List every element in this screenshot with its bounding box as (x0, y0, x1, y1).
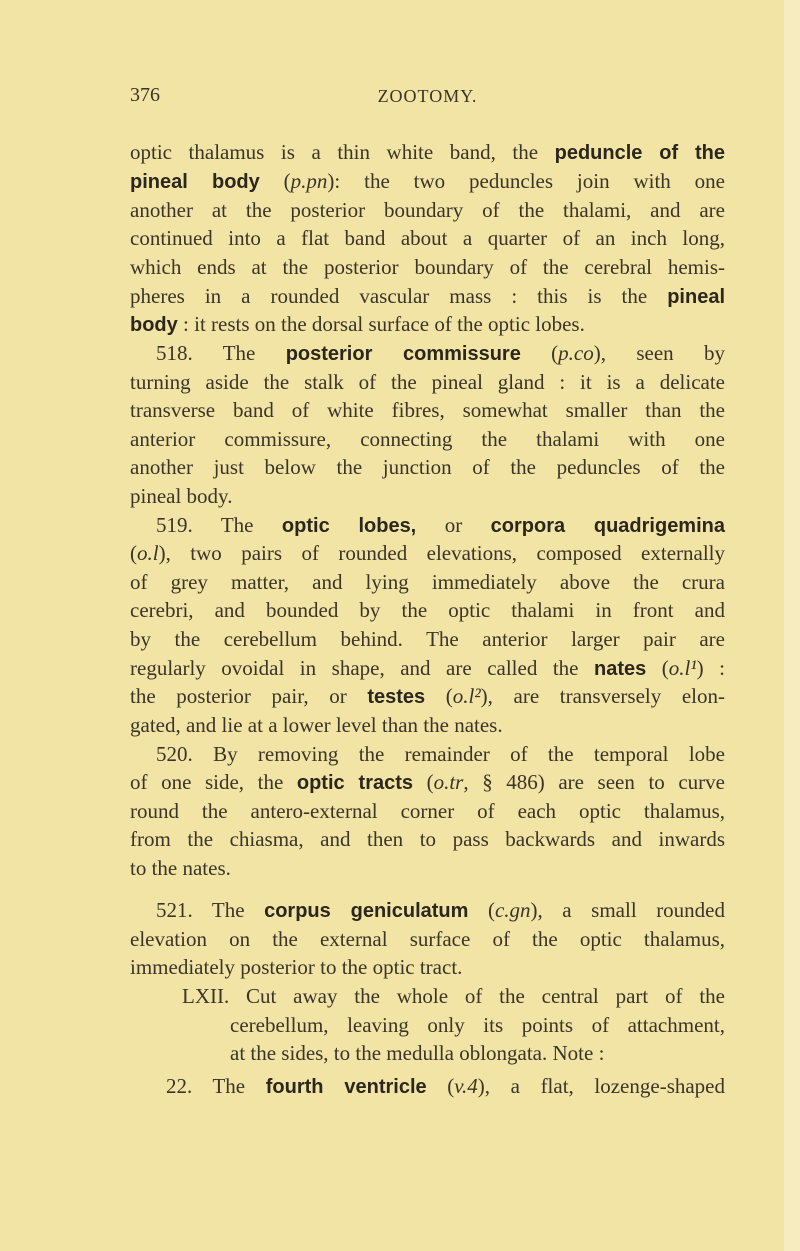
text-line (130, 953, 725, 981)
text-segment: LXII. Cut away the whole of the central part of the (182, 984, 725, 1008)
text-segment: gated, and lie at a lower level than the nates. (130, 713, 503, 737)
text-segment: regularly ovoidal in shape, and are called the (130, 656, 595, 680)
text-line (130, 310, 725, 339)
text-segment: : it rests on the dorsal surface of the optic lobes. (177, 312, 585, 336)
text-segment: from the chiasma, and then to pass backwards and inwards (130, 827, 725, 851)
text-segment: round the antero-external corner of each optic thalamus, (130, 799, 725, 823)
bold-term: corpora quadrigemina (490, 515, 725, 537)
text-segment: 520. By removing the remainder of the temporal lobe (156, 742, 725, 766)
text-line (130, 224, 725, 252)
text-line (130, 167, 725, 196)
bold-term: body (130, 314, 178, 336)
text-segment: cerebellum, leaving only its points of attachment, (230, 1013, 725, 1037)
figure-reference: o.l (137, 541, 159, 565)
text-line (156, 339, 725, 368)
text-line (130, 568, 725, 596)
text-line (230, 1011, 725, 1039)
figure-reference: c.gn (494, 898, 531, 922)
text-segment: of grey matter, and lying immediately above the crura (130, 570, 725, 594)
text-segment: ), are transversely elon- (480, 684, 725, 708)
text-segment: ), a small rounded (530, 898, 726, 922)
text-segment: pineal body. (130, 484, 233, 508)
text-segment: ( (520, 341, 559, 365)
text-line (130, 682, 725, 711)
text-line (130, 825, 725, 853)
text-line (130, 482, 725, 510)
page-edge (784, 0, 800, 1251)
figure-reference: v.4 (454, 1074, 478, 1098)
text-segment: ( (425, 684, 453, 708)
text-line (182, 982, 725, 1010)
bold-term: optic tracts (296, 772, 414, 794)
text-segment: pheres in a rounded vascular mass : this is the (130, 284, 668, 308)
figure-reference: o.l¹ (668, 656, 697, 680)
text-line (156, 896, 725, 925)
page-header (130, 84, 725, 112)
text-line (130, 453, 725, 481)
text-line (130, 854, 725, 882)
text-segment: cerebri, and bounded by the optic thalami in front and (130, 598, 725, 622)
text-segment: transverse band of white fibres, somewhat smaller than the (130, 398, 725, 422)
text-line (130, 396, 725, 424)
text-segment: ), a flat, lozenge-shaped (477, 1074, 726, 1098)
text-line (130, 196, 725, 224)
figure-reference: p.co (558, 341, 594, 365)
text-line (130, 711, 725, 739)
text-segment: ( (259, 169, 291, 193)
text-segment: optic thalamus is a thin white band, the (130, 140, 555, 164)
text-line (130, 282, 725, 311)
text-line (130, 253, 725, 281)
text-segment: 518. The (156, 341, 286, 365)
text-segment: or (416, 513, 491, 537)
page-number: 376 (130, 84, 160, 106)
text-line (130, 138, 725, 167)
text-line (130, 768, 725, 797)
text-segment: ( (130, 541, 137, 565)
text-line (130, 625, 725, 653)
text-segment: ( (426, 1074, 455, 1098)
text-segment: another at the posterior boundary of the thalami, and are (130, 198, 725, 222)
text-segment: another just below the junction of the peduncles of the (130, 455, 725, 479)
figure-reference: o.tr (433, 770, 464, 794)
text-segment: of one side, the (130, 770, 297, 794)
text-segment: continued into a flat band about a quarter of an inch long, (130, 226, 725, 250)
text-segment: 22. The (166, 1074, 266, 1098)
text-segment: ( (646, 656, 669, 680)
figure-reference: o.l² (452, 684, 481, 708)
bold-term: peduncle of the (554, 142, 725, 164)
text-segment: elevation on the external surface of the optic thalamus, (130, 927, 725, 951)
text-line (130, 797, 725, 825)
text-segment: ), seen by (593, 341, 725, 365)
text-segment: ), two pairs of rounded elevations, composed externally (158, 541, 725, 565)
text-line (130, 925, 725, 953)
text-line (130, 539, 725, 567)
figure-reference: p.pn (290, 169, 328, 193)
text-segment: by the cerebellum behind. The anterior larger pair are (130, 627, 725, 651)
text-segment: at the sides, to the medulla oblongata. Note : (230, 1041, 605, 1065)
bold-term: pineal body (130, 171, 260, 193)
text-line (130, 425, 725, 453)
bold-term: fourth ventricle (265, 1076, 427, 1098)
text-line (130, 654, 725, 683)
text-segment: ( (468, 898, 495, 922)
text-segment: anterior commissure, connecting the thalami with one (130, 427, 725, 451)
text-segment: ) : (696, 656, 726, 680)
bold-term: pineal (667, 286, 725, 308)
bold-term: nates (594, 658, 647, 680)
text-line (156, 740, 725, 768)
text-line (130, 596, 725, 624)
bold-term: corpus geniculatum (264, 900, 469, 922)
bold-term: posterior commissure (285, 343, 521, 365)
text-line (166, 1072, 725, 1101)
text-segment: turning aside the stalk of the pineal gland : it is a delicate (130, 370, 725, 394)
text-segment: 521. The (156, 898, 265, 922)
text-line (156, 511, 725, 540)
text-segment: which ends at the posterior boundary of the cerebral hemis- (130, 255, 725, 279)
text-segment: ( (413, 770, 434, 794)
bold-term: optic lobes, (281, 515, 417, 537)
text-segment: ): the two peduncles join with one (327, 169, 726, 193)
text-line (130, 368, 725, 396)
text-line (230, 1039, 725, 1067)
text-segment: to the nates. (130, 856, 231, 880)
text-segment: immediately posterior to the optic tract. (130, 955, 463, 979)
text-segment: 519. The (156, 513, 282, 537)
text-segment: the posterior pair, or (130, 684, 368, 708)
running-title: ZOOTOMY. (377, 86, 478, 106)
bold-term: testes (367, 686, 426, 708)
text-segment: , § 486) are seen to curve (463, 770, 725, 794)
